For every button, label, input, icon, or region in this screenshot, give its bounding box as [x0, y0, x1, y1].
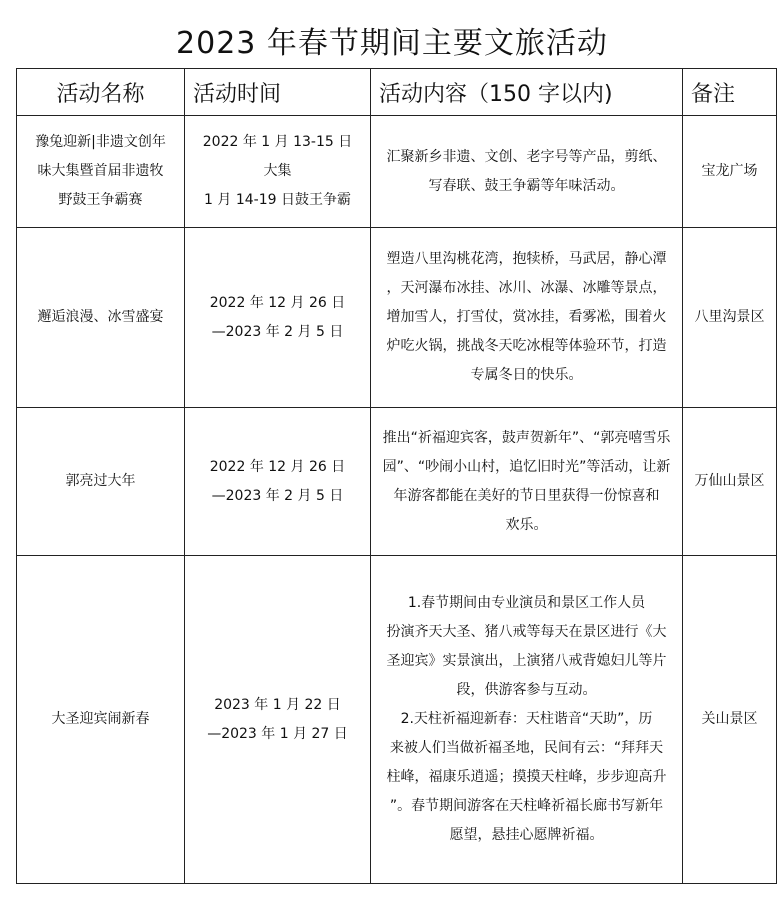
activities-table: [16, 68, 777, 884]
activity-time-line: 大集: [263, 163, 292, 179]
activity-content-line: 扮演齐天大圣、猪八戒等每天在景区进行《大: [386, 624, 667, 640]
activity-remark-cell: 万仙山景区: [683, 408, 777, 556]
activity-content-cell: [371, 408, 683, 556]
activity-content-line: 专属冬日的快乐。: [470, 367, 583, 383]
activity-content-line: 2.天柱祈福迎新春：天柱谐音“天助”，历: [400, 711, 653, 727]
table-row: [17, 556, 777, 884]
activity-content-line: 1.春节期间由专业演员和景区工作人员: [407, 595, 646, 611]
header-activity-content: 活动内容（150 字以内): [371, 69, 683, 116]
activity-time-line: —2023 年 1 月 27 日: [207, 725, 348, 742]
activity-content-line: 推出“祈福迎宾客，鼓声贺新年”、“郭亮嘻雪乐: [382, 429, 671, 446]
activity-name-cell: 大圣迎宾闹新春: [17, 556, 185, 884]
header-activity-time: 活动时间: [185, 69, 371, 116]
activity-name-cell: 郭亮过大年: [17, 408, 185, 556]
activity-time-line: 2022 年 1 月 13-15 日: [202, 134, 353, 150]
activity-content-line: 炉吃火锅，挑战冬天吃冰棍等体验环节，打造: [386, 338, 667, 354]
activity-content-line: 写春联、鼓王争霸等年味活动。: [428, 177, 625, 194]
activity-name-line: 豫兔迎新|非遗文创年: [35, 134, 166, 150]
activity-content-line: 塑造八里沟桃花湾，抱犊桥，马武居，静心潭: [386, 251, 667, 267]
activity-time-cell: [185, 228, 371, 408]
activity-content-cell: [371, 116, 683, 228]
activity-time-line: 2023 年 1 月 22 日: [214, 696, 341, 713]
header-activity-name: 活动名称: [17, 69, 185, 116]
activity-name-line: 味大集暨首届非遗牧: [37, 163, 164, 179]
activity-remark-cell: 关山景区: [683, 556, 777, 884]
activity-time-line: 1 月 14-19 日鼓王争霸: [204, 192, 351, 208]
activity-content-cell: [371, 228, 683, 408]
page-title: 2023 年春节期间主要文旅活动: [176, 26, 608, 61]
activity-time-cell: [185, 116, 371, 228]
activity-time-cell: [185, 556, 371, 884]
activity-name-cell: [17, 116, 185, 228]
activity-time-cell: [185, 408, 371, 556]
activity-content-line: 段，供游客参与互动。: [456, 682, 597, 698]
activity-content-cell: [371, 556, 683, 884]
activity-content-line: 柱峰，福康乐逍遥；摸摸天柱峰，步步迎高升: [386, 769, 667, 785]
activity-time-line: —2023 年 2 月 5 日: [211, 323, 344, 340]
activity-name-line: 野鼓王争霸赛: [58, 192, 143, 208]
activity-content-line: ，天河瀑布冰挂、冰川、冰瀑、冰雕等景点，: [386, 280, 667, 296]
activity-time-line: —2023 年 2 月 5 日: [211, 487, 344, 504]
activity-content-line: 园”、“吵闹小山村，追忆旧时光”等活动，让新: [382, 458, 671, 475]
activity-content-line: 愿望，悬挂心愿牌祈福。: [449, 827, 604, 843]
activity-content-line: 年游客都能在美好的节日里获得一份惊喜和: [393, 487, 660, 504]
table-header-row: [17, 69, 777, 116]
table-row: [17, 116, 777, 228]
table-row: [17, 228, 777, 408]
activity-remark-cell: 八里沟景区: [683, 228, 777, 408]
activity-time-line: 2022 年 12 月 26 日: [209, 458, 346, 475]
activity-content-line: ”。春节期间游客在天柱峰祈福长廊书写新年: [389, 798, 664, 814]
activity-content-line: 汇聚新乡非遗、文创、老字号等产品，剪纸、: [386, 148, 667, 165]
activity-content-line: 增加雪人，打雪仗，赏冰挂，看雾凇，围着火: [386, 309, 667, 325]
activity-remark-cell: 宝龙广场: [683, 116, 777, 228]
table-row: [17, 408, 777, 556]
activity-name-cell: 邂逅浪漫、冰雪盛宴: [17, 228, 185, 408]
header-remarks: 备注: [683, 69, 777, 116]
activity-content-line: 欢乐。: [505, 516, 548, 533]
activity-content-line: 来被人们当做祈福圣地，民间有云：“拜拜天: [389, 740, 664, 756]
activity-content-line: 圣迎宾》实景演出，上演猪八戒背媳妇儿等片: [386, 653, 667, 669]
activity-time-line: 2022 年 12 月 26 日: [209, 294, 346, 311]
